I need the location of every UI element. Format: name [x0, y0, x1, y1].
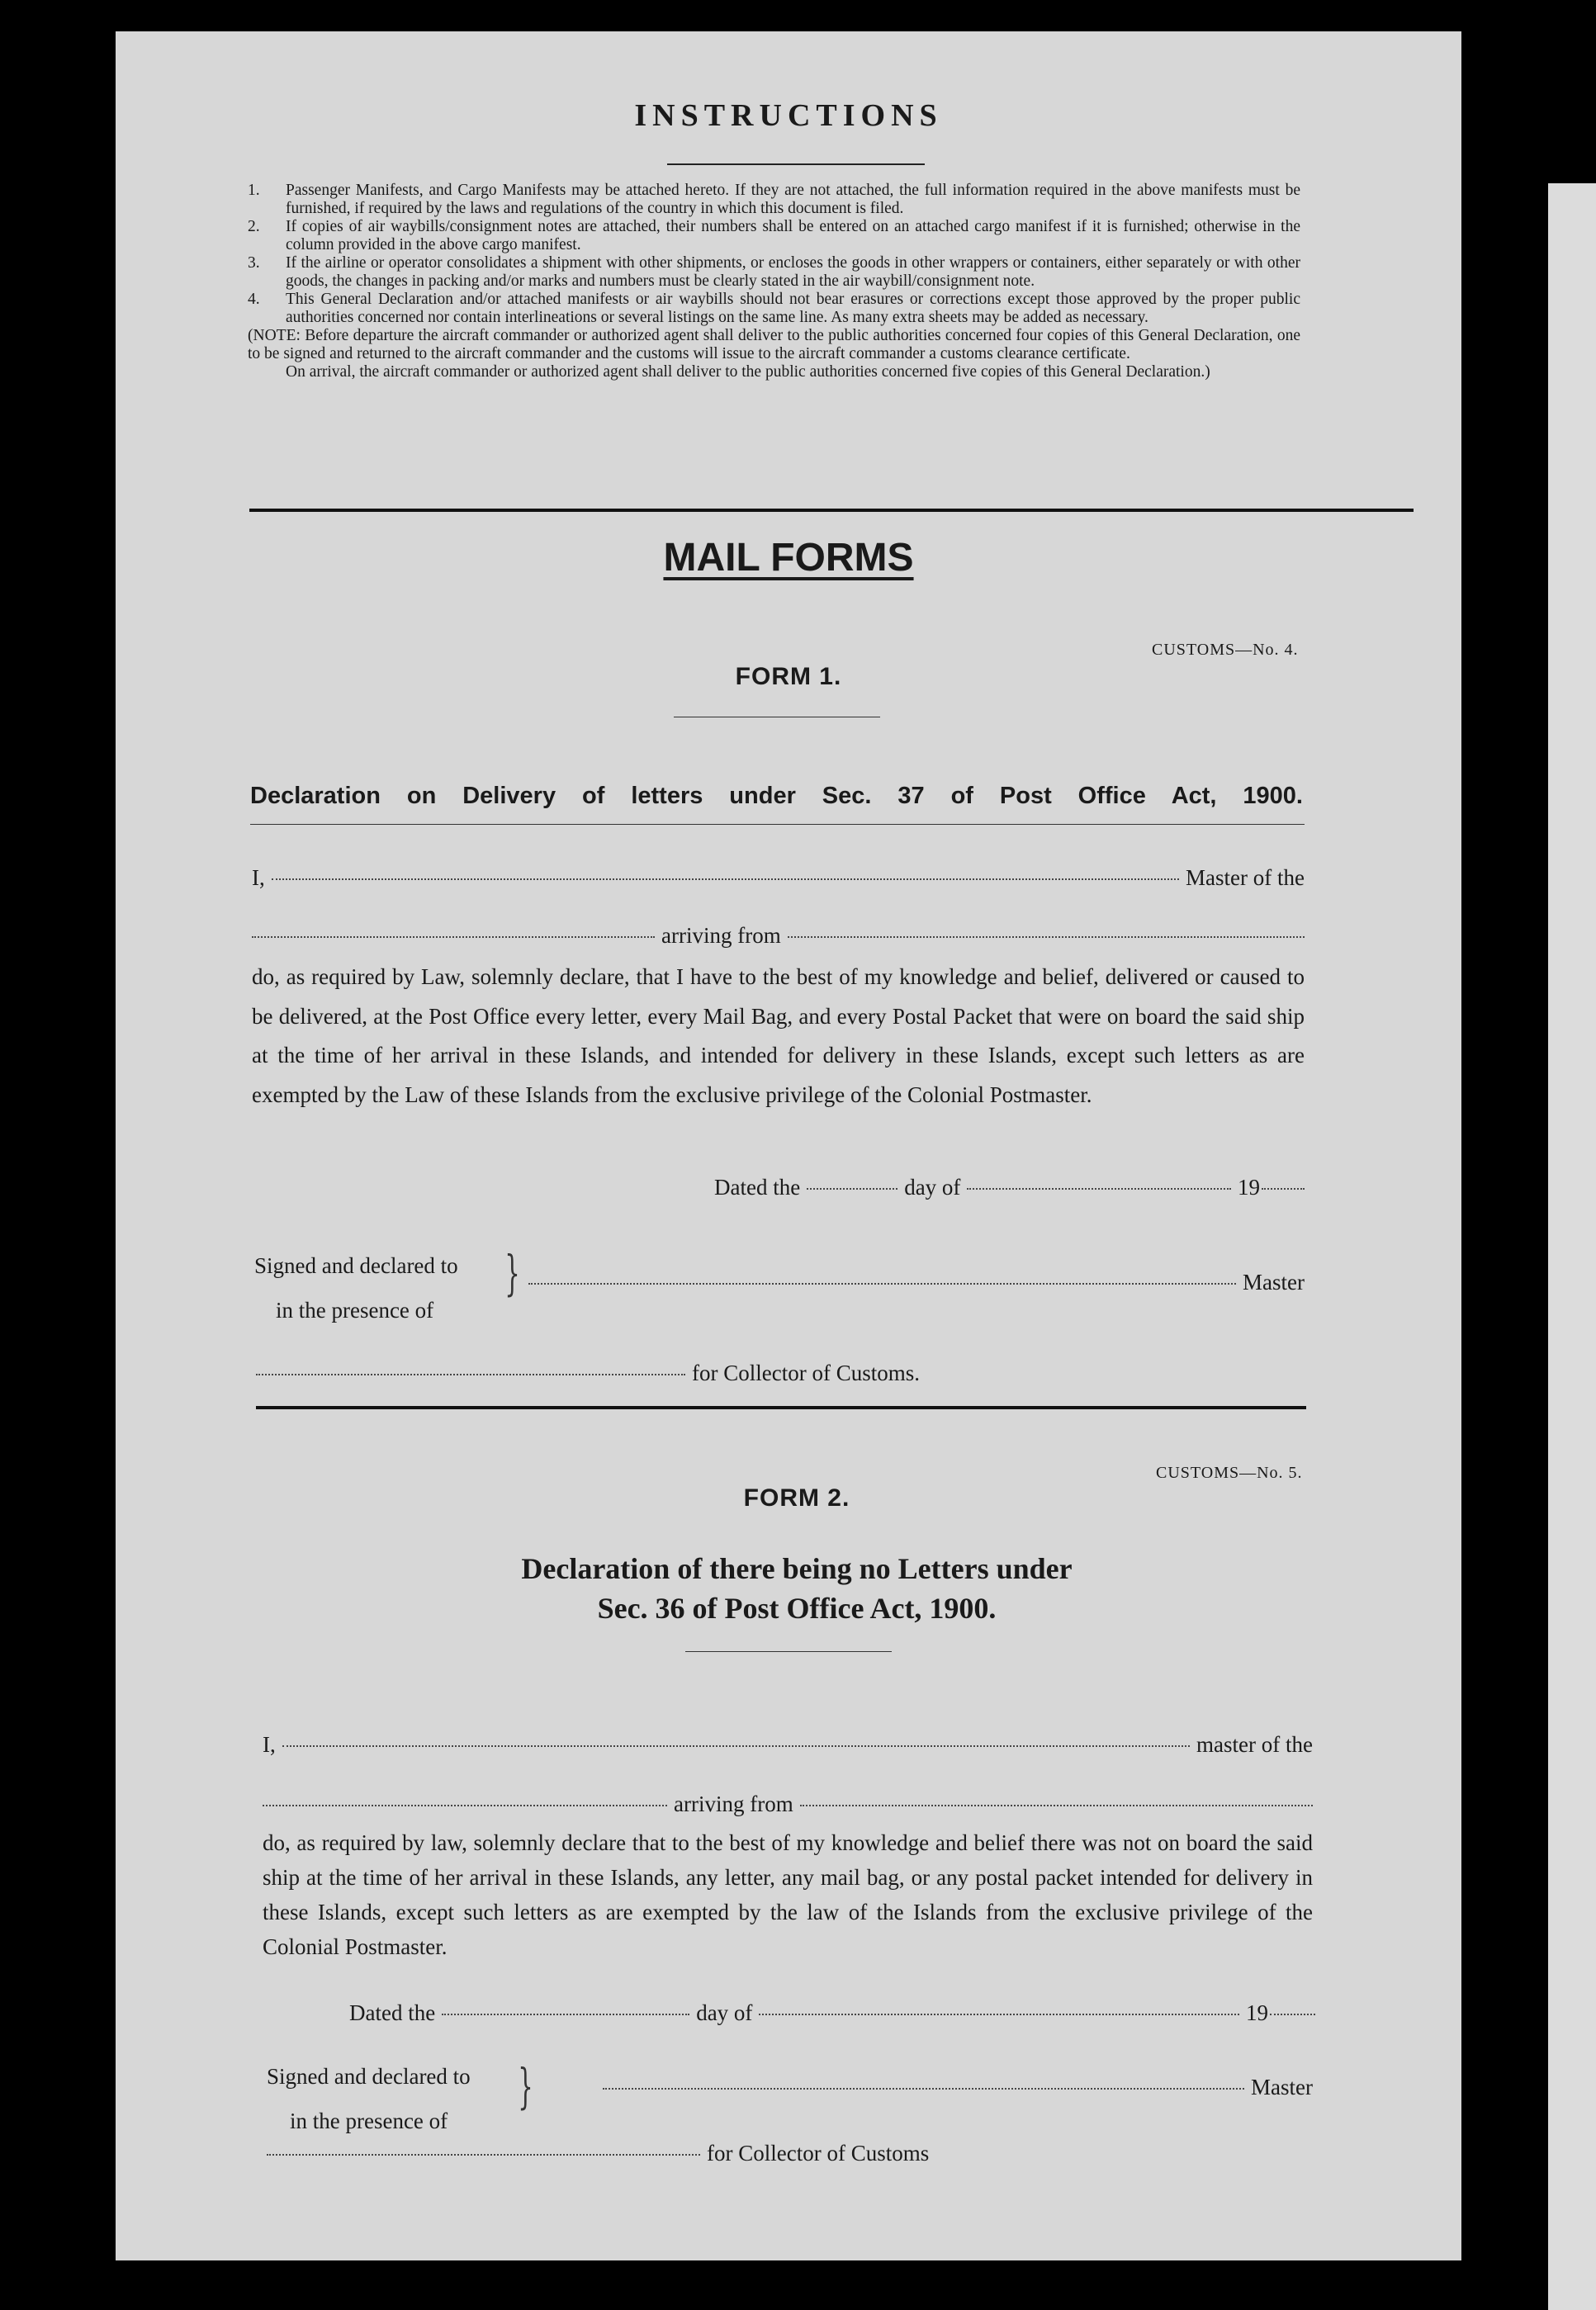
form1-body: do, as required by Law, solemnly declare, that I have to the best of my knowledge and belief, delivered or caused to be delivered, at the Post Office every letter, every Mail Bag, and every Postal Packet that were on board the said ship at the time of her arrival in these Islands, and intended for delivery in these Islands, except such letters as are exempted by the Law of these Islands from the exclusive privilege of the Colonial Postmaster.: [252, 964, 1305, 1107]
form2-ship-field[interactable]: [263, 1805, 667, 1806]
form1-origin-field[interactable]: [788, 936, 1305, 938]
adjacent-page-strip: [1548, 183, 1596, 2310]
form2-master-signature-field[interactable]: [603, 2088, 1244, 2090]
form2-signed-label: Signed and declared to in the presence of: [267, 2064, 471, 2133]
form2-arriving-line: arriving from: [263, 1792, 1313, 1817]
form2-origin-field[interactable]: [800, 1805, 1313, 1806]
form1-master-signature-line: Master: [528, 1270, 1305, 1295]
instruction-item: 2. If copies of air waybills/consignment notes are attached, their numbers shall be entered on an attached cargo manifest if it is furnished; otherwise in the column provided in the above cargo manifest.: [248, 218, 1300, 253]
form2-title-rule: [685, 1651, 892, 1652]
instructions-title: INSTRUCTIONS: [634, 98, 943, 133]
form1-month-field[interactable]: [967, 1188, 1231, 1190]
form2-year-field[interactable]: [1270, 2014, 1315, 2015]
form1-heading-rule: [250, 824, 1305, 825]
mail-forms-title: MAIL FORMS: [663, 536, 914, 580]
form1-master-line: I, Master of the: [252, 865, 1305, 890]
instruction-item: 4. This General Declaration and/or attached manifests or air waybills should not bear erasures or corrections except those approved by the proper public authorities concerned nor contain interlineations or several listings on the same line. As many extra sheets may be added as necessary.: [248, 291, 1300, 326]
form2-collector-line: for Collector of Customs: [267, 2141, 1092, 2166]
form1-date-line: Dated the day of 19: [714, 1175, 1305, 1200]
form2-master-line: I, master of the: [263, 1732, 1313, 1757]
form1-customs-number: CUSTOMS—No. 4.: [1152, 641, 1299, 659]
form1-signed-label: Signed and declared to in the presence of: [254, 1253, 458, 1323]
form2-declaration-heading: Declaration of there being no Letters under Sec. 36 of Post Office Act, 1900.: [521, 1552, 1073, 1625]
instruction-item: 1. Passenger Manifests, and Cargo Manifests may be attached hereto. If they are not attached, the full information required in the above manifests must be furnished, if required by the laws and regulations of the country in which this document is filed.: [248, 182, 1300, 217]
form1-day-field[interactable]: [807, 1188, 897, 1190]
form2-title: FORM 2.: [743, 1484, 850, 1512]
form1-name-field[interactable]: [272, 878, 1179, 880]
form1-year-field[interactable]: [1262, 1188, 1305, 1190]
form2-customs-number: CUSTOMS—No. 5.: [1156, 1464, 1303, 1482]
instruction-note-arrival: On arrival, the aircraft commander or authorized agent shall deliver to the public authorities concerned five copies of this General Declaration.): [286, 363, 1210, 381]
form1-collector-field[interactable]: [256, 1374, 685, 1375]
form2-name-field[interactable]: [282, 1745, 1190, 1747]
document-page: [116, 31, 1461, 2260]
instructions-list: [248, 182, 1300, 381]
form1-title: FORM 1.: [735, 663, 842, 690]
form2-brace: }: [518, 2058, 533, 2114]
instruction-item: 3. If the airline or operator consolidates a shipment with other shipments, or encloses the goods in other wrappers or containers, either separately or with other goods, the changes in packing and/or marks and numbers must be clearly stated in the air waybill/consignment note.: [248, 254, 1300, 290]
instructions-underline: [667, 163, 925, 165]
form2-month-field[interactable]: [759, 2014, 1239, 2015]
instruction-note: (NOTE: Before departure the aircraft commander or authorized agent shall deliver to the public authorities concerned four copies of this General Declaration, one to be signed and returned to the aircraft commander and the customs will issue to the aircraft commander a customs clearance certificate.: [248, 327, 1300, 362]
form2-body: do, as required by law, solemnly declare that to the best of my knowledge and belief there was not on board the said ship at the time of her arrival in these Islands, any letter, any mail bag, or any postal packet intended for delivery in these Islands, except such letters as are exempted by the law of the Islands from the exclusive privilege of the Colonial Postmaster.: [263, 1830, 1313, 1959]
form2-master-signature-line: Master: [603, 2075, 1313, 2100]
section-divider: [249, 509, 1414, 512]
form1-collector-line: for Collector of Customs.: [256, 1361, 1082, 1386]
form1-brace: }: [504, 1245, 520, 1301]
form2-day-field[interactable]: [442, 2014, 689, 2015]
form1-declaration-heading: Declaration on Delivery of letters under Sec. 37 of Post Office Act, 1900.: [250, 783, 1303, 809]
form1-arriving-line: arriving from: [252, 923, 1305, 949]
form2-collector-field[interactable]: [267, 2154, 700, 2156]
form1-master-signature-field[interactable]: [528, 1283, 1236, 1285]
form1-ship-field[interactable]: [252, 936, 655, 938]
section-divider: [256, 1406, 1306, 1409]
form2-date-line: Dated the day of 19: [349, 2000, 1315, 2026]
